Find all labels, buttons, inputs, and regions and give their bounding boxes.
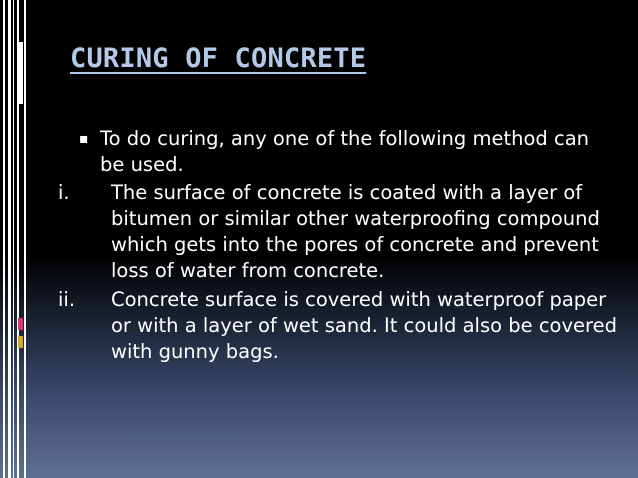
left-decorative-strip	[0, 0, 26, 478]
strip-line	[13, 0, 14, 478]
accent-mark-gold	[18, 336, 23, 348]
square-bullet-icon: ▪	[79, 131, 89, 147]
item-text: The surface of concrete is coated with a layer of bitumen or similar other waterproofing compound which gets into the pores of concrete and prevent loss of water from concrete.	[111, 181, 600, 282]
bullet-text: To do curing, any one of the following method can be used.	[100, 127, 590, 176]
item-number: i.	[58, 181, 70, 204]
strip-highlight-mark	[18, 42, 23, 104]
strip-line	[8, 0, 11, 478]
item-text: Concrete surface is covered with waterproof paper or with a layer of wet sand. It could also be covered with gunny bags.	[111, 288, 617, 363]
strip-line	[24, 0, 26, 478]
strip-line	[3, 0, 5, 478]
slide-title: CURING OF CONCRETE	[70, 43, 367, 74]
numbered-item-1	[58, 180, 618, 284]
bullet-item	[58, 126, 618, 178]
accent-mark-pink	[18, 318, 23, 330]
item-number: ii.	[58, 288, 76, 311]
numbered-item-2	[58, 287, 618, 365]
slide-body	[58, 126, 618, 368]
